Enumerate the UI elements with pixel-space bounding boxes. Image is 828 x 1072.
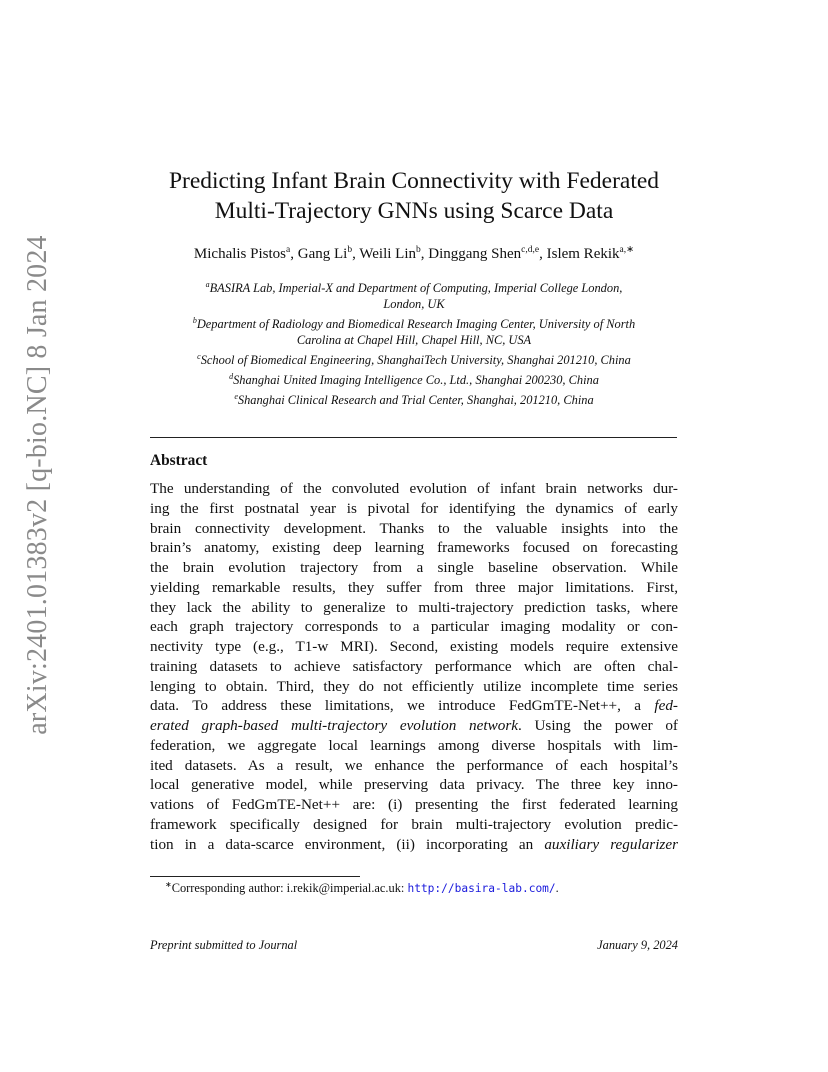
footnote-end: . — [555, 881, 559, 896]
abstract-line: they lack the ability to generalize to multi-trajectory prediction tasks, where — [150, 598, 678, 616]
abstract-line: training datasets to achieve satisfactory performance which are often chal- — [150, 657, 678, 675]
affil-mark: a — [205, 280, 210, 289]
affiliation-line — [150, 389, 678, 409]
affil-text: Shanghai United Imaging Intelligence Co., Ltd., Shanghai 200230, China — [233, 373, 599, 388]
abstract-line: brain connectivity development. Thanks to the valuable insights into the — [150, 519, 678, 537]
author-affil-mark: c,d,e — [521, 245, 540, 255]
arxiv-side-stamp: arXiv:2401.01383v2 [q-bio.NC] 8 Jan 2024 — [22, 235, 53, 735]
footnote-text: Corresponding author: i.rekik@imperial.ac.uk: — [171, 881, 408, 896]
abstract-line: data. To address these limitations, we introduce FedGmTE-Net++, a fed- — [150, 697, 678, 715]
footnote-link[interactable]: http://basira-lab.com/ — [407, 882, 556, 896]
affil-mark: e — [234, 391, 238, 401]
affiliations — [150, 277, 678, 409]
affil-mark: b — [192, 315, 197, 325]
preprint-note: Preprint submitted to Journal — [150, 938, 298, 952]
affiliation-line — [150, 313, 678, 333]
affil-text: Department of Radiology and Biomedical Research Imaging Center, University of North — [196, 317, 636, 332]
affiliation-line — [150, 333, 678, 349]
author-affil-mark: a — [286, 245, 291, 255]
affil-mark: c — [197, 351, 201, 361]
section-divider — [150, 437, 677, 438]
abstract-line: The understanding of the convoluted evolution of infant brain networks dur- — [150, 480, 678, 497]
abstract-line: erated graph-based multi-trajectory evolution network. Using the power of — [150, 717, 678, 734]
author-list: Michalis Pistos$^a$, Gang Li$^b$, Weili Lin$^b$, Dinggang Shen$^{c,d,e}$, Islem Rekik$^{a,∗}$ — [193, 245, 635, 262]
affil-mark: d — [229, 371, 234, 381]
affil-text: London, UK — [383, 297, 445, 312]
abstract-line: federation, we aggregate local learnings among diverse hospitals with lim- — [150, 736, 678, 754]
author-affil-mark: b — [416, 245, 421, 255]
footnote-divider — [150, 876, 360, 877]
author-name: Islem Rekik — [546, 246, 620, 262]
author-affil-mark: b — [347, 245, 353, 255]
title-line: Multi-Trajectory GNNs using Scarce Data — [214, 198, 614, 224]
abstract-line: yielding remarkable results, they suffer from three major limitations. First, — [150, 578, 678, 596]
author-name: Michalis Pistos — [193, 246, 287, 262]
footnote — [165, 880, 559, 896]
affil-text: Shanghai Clinical Research and Trial Center, Shanghai, 201210, China — [237, 393, 594, 408]
abstract-line: vations of FedGmTE-Net++ are: (i) presenting the first federated learning — [150, 796, 678, 813]
abstract-line: nectivity type (e.g., T1-w MRI). Second, existing models require extensive — [150, 638, 678, 655]
abstract-line: the brain evolution trajectory from a single baseline observation. While — [150, 559, 678, 576]
author-name: Dinggang Shen — [428, 246, 522, 262]
abstract-line: framework specifically designed for brain multi-trajectory evolution predic- — [150, 815, 678, 833]
abstract-line: ited datasets. As a result, we enhance the performance of each hospital’s — [150, 756, 678, 774]
footnote-mark: ∗ — [165, 880, 172, 889]
abstract-line: ing the first postnatal year is pivotal for identifying the dynamics of early — [150, 499, 678, 517]
author-name: Gang Li — [297, 246, 348, 262]
affil-text: BASIRA Lab, Imperial-X and Department of Computing, Imperial College London, — [209, 281, 623, 296]
affil-text: School of Biomedical Engineering, ShanghaiTech University, Shanghai 201210, China — [200, 353, 631, 367]
title-line: Predicting Infant Brain Connectivity with Federated — [168, 168, 660, 194]
paper-title — [150, 166, 678, 226]
abstract-line: tion in a data-scarce environment, (ii) incorporating an auxiliary regularizer — [150, 835, 678, 853]
affiliation-line — [150, 349, 678, 369]
author-name: Weili Lin — [359, 246, 416, 262]
affiliation-line — [150, 297, 678, 313]
author-affil-mark: a,∗ — [619, 245, 635, 255]
abstract-line: each graph trajectory corresponds to a particular imaging modality or con- — [150, 618, 678, 636]
abstract-heading: Abstract — [150, 452, 208, 469]
affil-text: Carolina at Chapel Hill, Chapel Hill, NC, USA — [296, 332, 532, 347]
affiliation-line — [150, 277, 678, 297]
preprint-date: January 9, 2024 — [597, 938, 678, 952]
abstract-body — [150, 479, 678, 854]
affiliation-line — [150, 369, 678, 389]
abstract-line: brain’s anatomy, existing deep learning frameworks focused on forecasting — [150, 539, 678, 557]
abstract-line: lenging to obtain. Third, they do not efficiently utilize incomplete time series — [150, 677, 678, 695]
abstract-line: local generative model, while preserving data privacy. The three key inno- — [150, 776, 678, 794]
